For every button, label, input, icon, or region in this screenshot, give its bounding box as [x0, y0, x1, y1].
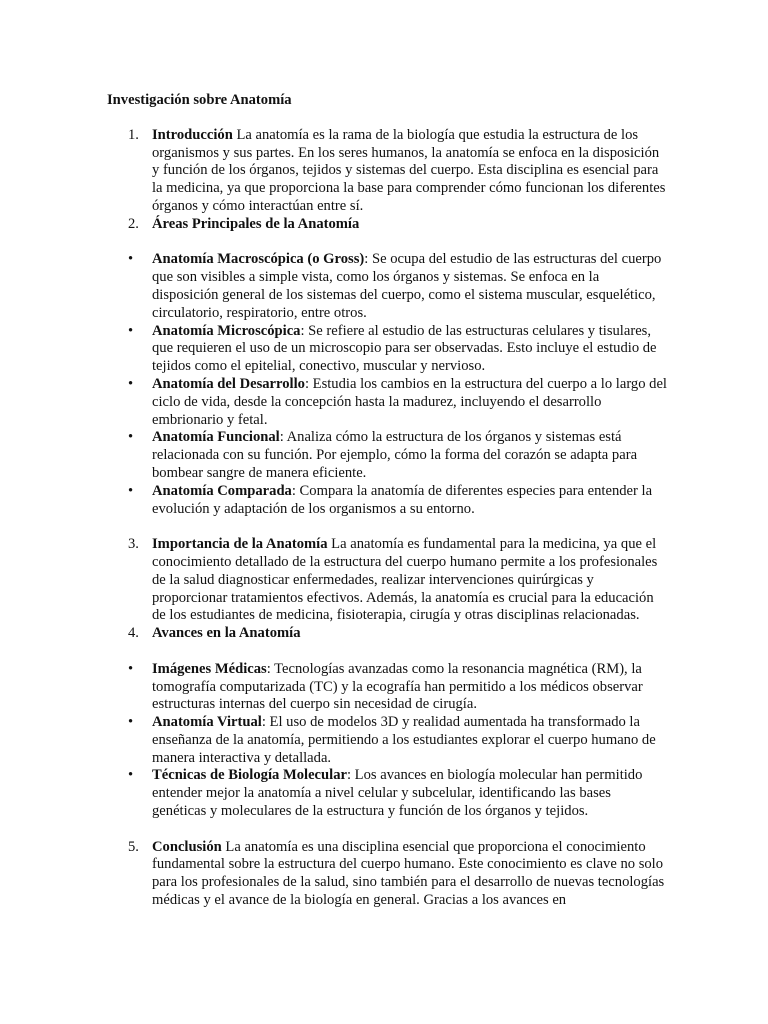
spacer	[107, 643, 668, 661]
list-number: 3.	[128, 536, 139, 553]
bullet-icon: •	[128, 660, 134, 677]
list-item	[107, 714, 668, 767]
section-heading: Avances en la Anatomía	[152, 625, 301, 642]
areas-bullet-list	[107, 251, 668, 518]
list-item-term: Anatomía Macroscópica (o Gross)	[152, 251, 365, 268]
list-number: 2.	[128, 215, 139, 232]
section-conclusion	[107, 839, 668, 910]
list-item-term: Anatomía Microscópica	[152, 322, 301, 339]
bullet-icon: •	[128, 429, 134, 446]
list-number: 1.	[128, 126, 139, 143]
list-item-term: Anatomía Virtual	[152, 714, 262, 731]
bullet-icon: •	[128, 482, 134, 499]
section-avances	[107, 625, 668, 643]
list-item	[107, 661, 668, 714]
bullet-icon: •	[128, 375, 134, 392]
section-heading: Importancia de la Anatomía	[152, 536, 328, 553]
bullet-icon: •	[128, 767, 134, 784]
bullet-icon: •	[128, 714, 134, 731]
section-body: La anatomía es fundamental para la medicina, ya que el conocimiento detallado de la estructura del cuerpo humano permite a los profesionales de la salud diagnosticar enfermedades, realizar intervenciones quirúrgicas y proporcionar tratamientos efectivos. Además, la anatomía es crucial para la educación de los estudiantes de medicina, fisioterapia, cirugía y otras disciplinas relacionadas.	[152, 536, 658, 624]
spacer	[107, 234, 668, 252]
list-item-text: : Los avances en biología molecular han permitido entender mejor la anatomía a nivel celular y subcelular, identificando las bases genéticas y moleculares de la estructura y función de los órganos y tejidos.	[152, 767, 643, 820]
list-item-text: : Analiza cómo la estructura de los órganos y sistemas está relacionada con su función. Por ejemplo, cómo la forma del corazón se adapta para bombear sangre de manera eficiente.	[152, 429, 638, 481]
list-item-text: : El uso de modelos 3D y realidad aumentada ha transformado la enseñanza de la anatomía, permitiendo a los estudiantes explorar el cuerpo humano de manera interactiva y detallada.	[152, 714, 656, 766]
list-item-term: Anatomía Funcional	[152, 429, 280, 446]
spacer	[107, 518, 668, 536]
section-importancia	[107, 536, 668, 625]
list-number: 5.	[128, 838, 139, 855]
list-number: 4.	[128, 625, 139, 642]
section-body: La anatomía es una disciplina esencial que proporciona el conocimiento fundamental sobre la estructura del cuerpo humano. Este conocimiento es clave no solo para los profesionales de la salud, sino también para el desarrollo de nuevas tecnologías médicas y el avance de la biología en general. Gracias a los avances en	[152, 838, 665, 909]
section-list	[107, 127, 668, 234]
bullet-icon: •	[128, 322, 134, 339]
list-item-term: Técnicas de Biología Molecular	[152, 767, 347, 784]
list-item-text: : Se ocupa del estudio de las estructuras del cuerpo que son visibles a simple vista, como los órganos y sistemas. Se enfoca en la disposición general de los sistemas del cuerpo, como el sistema muscular, esquelético, circulatorio, respiratorio, entre otros.	[152, 251, 662, 321]
list-item-term: Anatomía del Desarrollo	[152, 375, 305, 392]
section-heading: Conclusión	[152, 838, 222, 855]
avances-bullet-list	[107, 661, 668, 821]
spacer	[107, 821, 668, 839]
section-list	[107, 536, 668, 643]
list-item	[107, 376, 668, 429]
document-title: Investigación sobre Anatomía	[107, 92, 292, 108]
list-item	[107, 767, 668, 820]
section-introduccion	[107, 127, 668, 216]
bullet-icon: •	[128, 251, 134, 268]
list-item-text: : Compara la anatomía de diferentes especies para entender la evolución y adaptación de los organismos a su entorno.	[152, 482, 653, 517]
list-item-term: Anatomía Comparada	[152, 482, 292, 499]
list-item	[107, 483, 668, 519]
section-heading: Introducción	[152, 126, 233, 143]
list-item-text: : Tecnologías avanzadas como la resonancia magnética (RM), la tomografía computarizada (TC) y la ecografía han permitido a los médicos observar estructuras internas del cuerpo sin necesidad de cirugía.	[152, 660, 643, 713]
list-item-term: Imágenes Médicas	[152, 660, 267, 677]
list-item	[107, 429, 668, 482]
section-areas-principales	[107, 216, 668, 234]
section-body: La anatomía es la rama de la biología que estudia la estructura de los organismos y sus partes. En los seres humanos, la anatomía se enfoca en la disposición y función de los órganos, tejidos y sistemas del cuerpo. Esta disciplina es esencial para la medicina, ya que proporciona la base para comprender cómo funcionan los diferentes órganos y cómo interactúan entre sí.	[152, 126, 666, 214]
list-item	[107, 323, 668, 376]
section-heading: Áreas Principales de la Anatomía	[152, 215, 360, 232]
list-item	[107, 251, 668, 322]
list-item-text: : Se refiere al estudio de las estructuras celulares y tisulares, que requieren el uso de un microscopio para ser observadas. Esto incluye el estudio de tejidos como el epitelial, conectivo, muscular y nervioso.	[152, 322, 657, 375]
section-list	[107, 839, 668, 910]
list-item-text: : Estudia los cambios en la estructura del cuerpo a lo largo del ciclo de vida, desde la concepción hasta la madurez, incluyendo el desarrollo embrionario y fetal.	[152, 375, 667, 428]
